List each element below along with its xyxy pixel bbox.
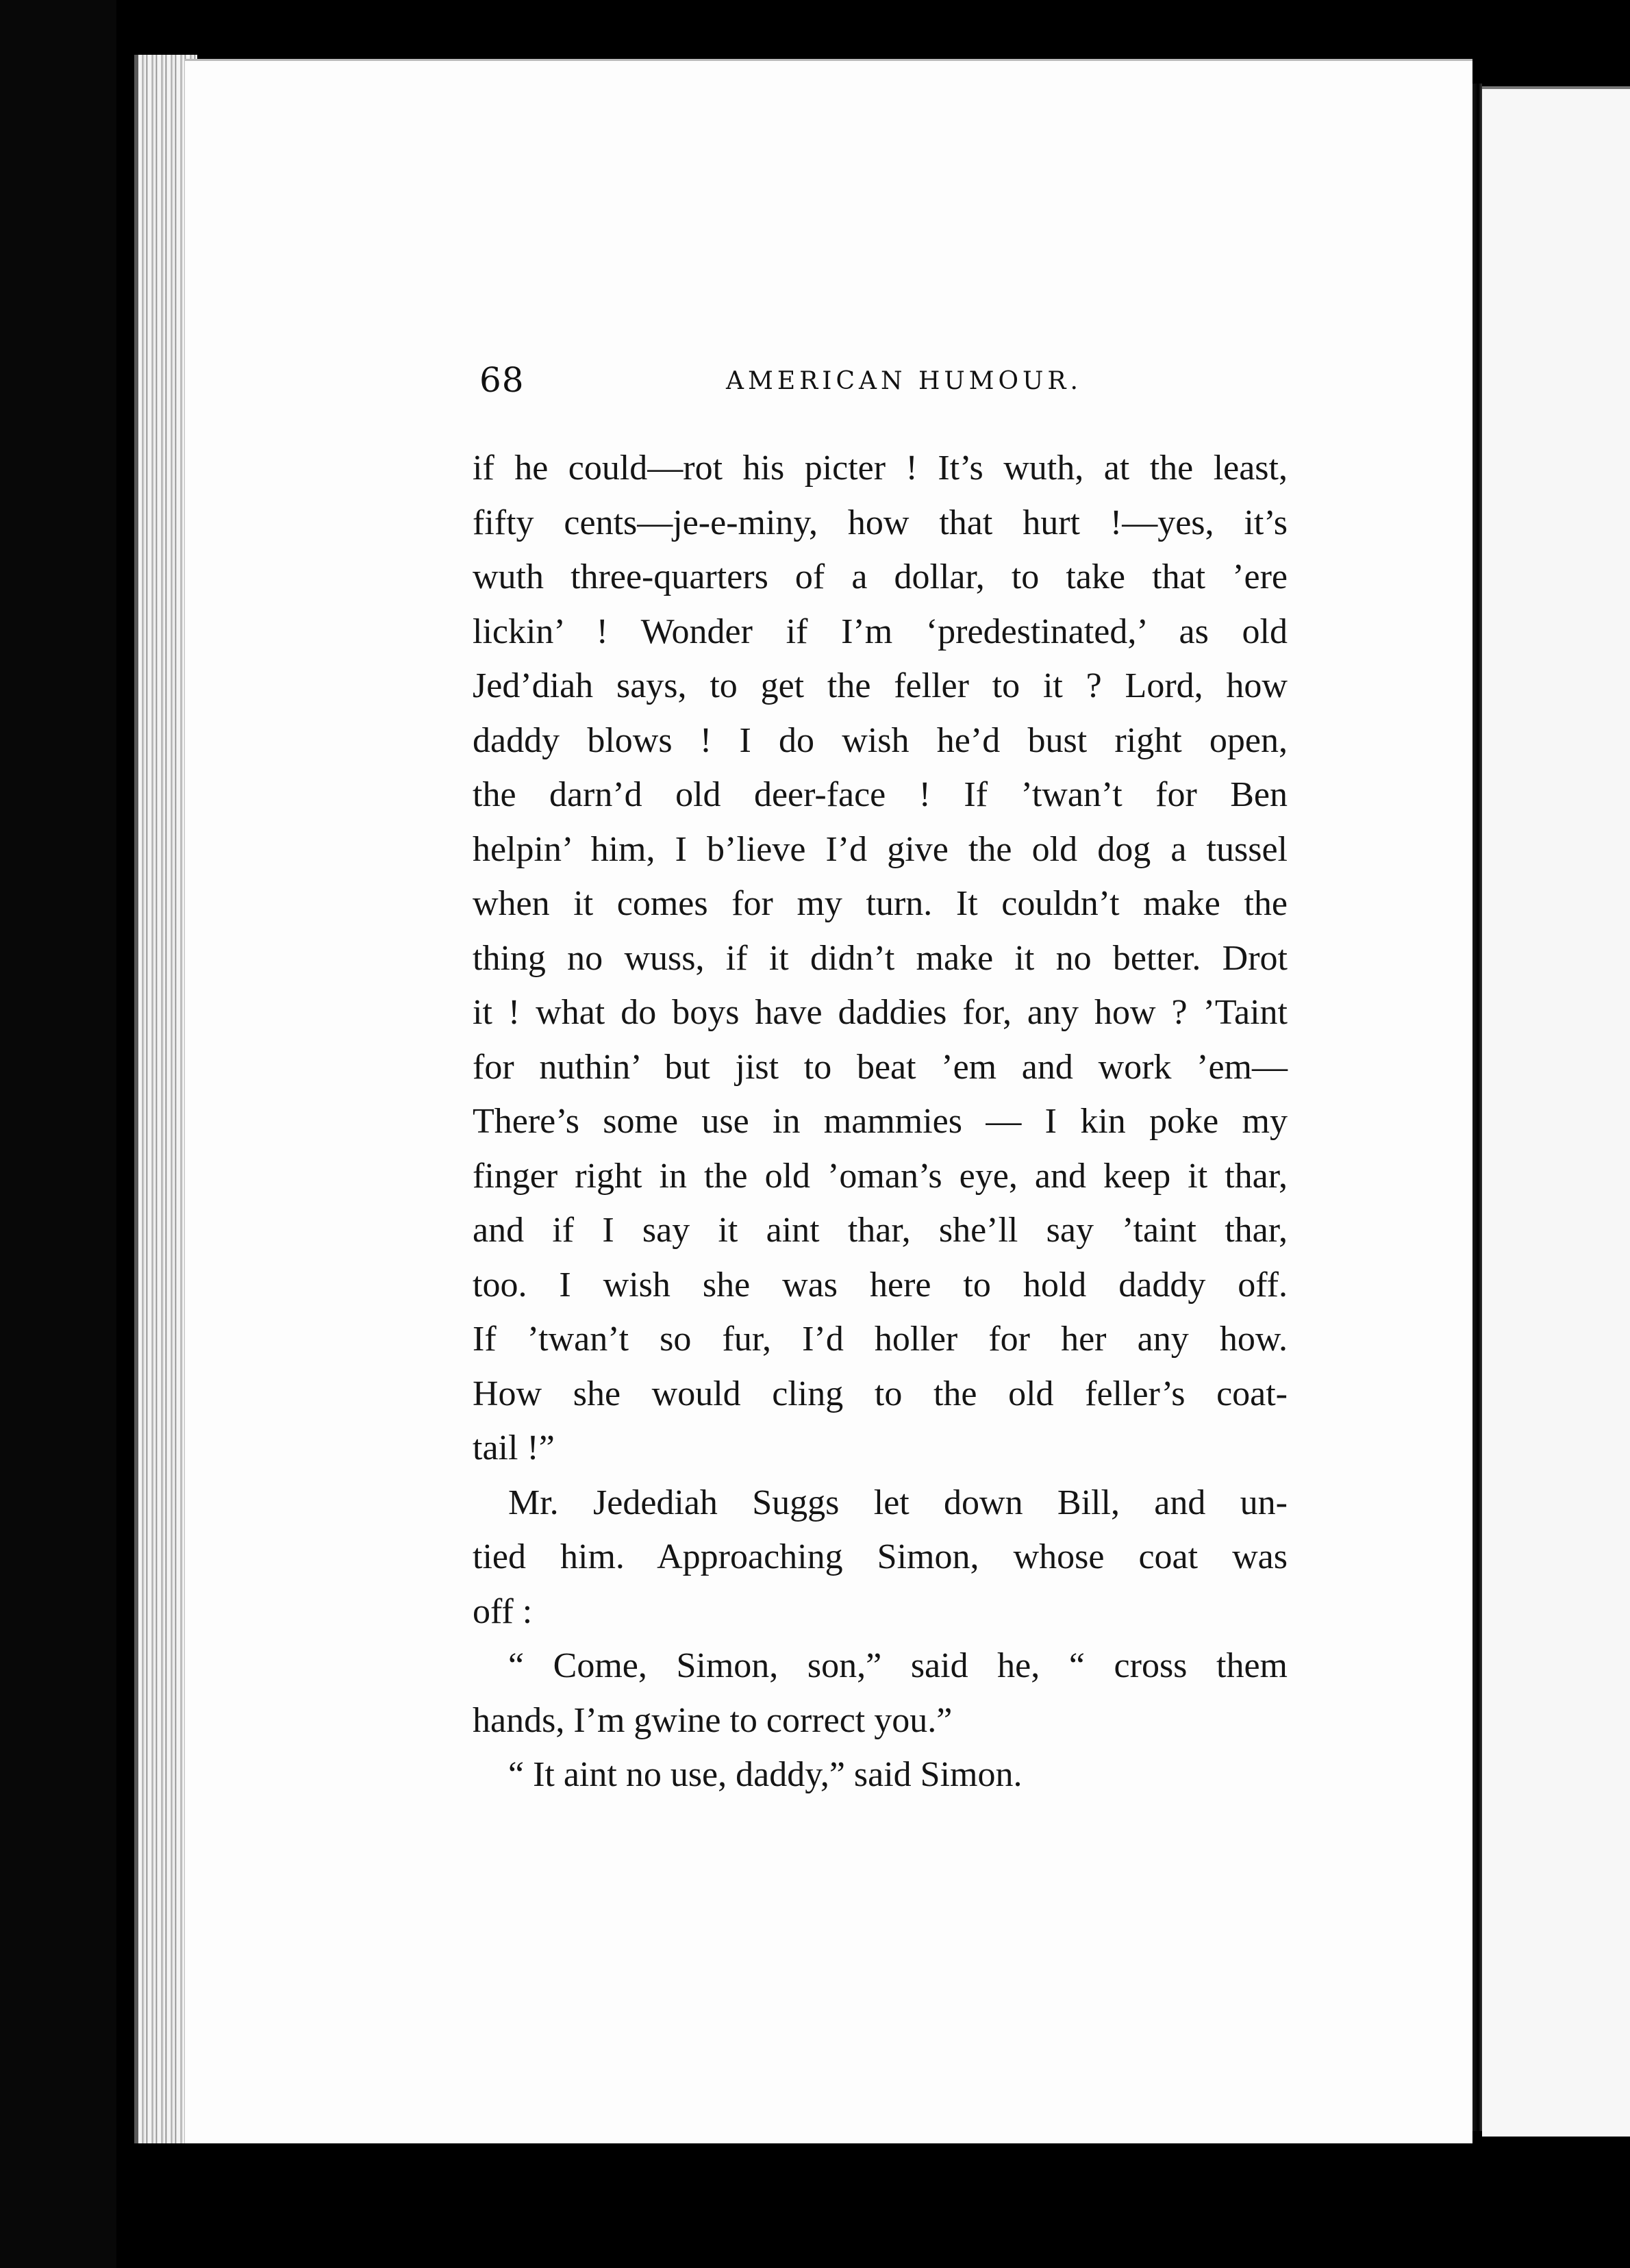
book-gutter	[1472, 84, 1482, 2131]
page-header	[479, 360, 1294, 408]
text-line: tail !”	[473, 1428, 555, 1467]
text-line: when it comes for my turn. It couldn’t make the	[473, 884, 1288, 923]
scanner-bottom-margin	[134, 2143, 1630, 2268]
text-line: Jed’diah says, to get the feller to it ? Lord, how	[473, 666, 1288, 705]
text-line: thing no wuss, if it didn’t make it no better. Drot	[473, 938, 1288, 978]
text-line: if he could—rot his picter ! It’s wuth, at the least,	[473, 449, 1288, 488]
text-line: tied him. Approaching Simon, whose coat was	[473, 1537, 1288, 1576]
text-line: hands, I’m gwine to correct you.”	[473, 1700, 953, 1740]
text-line: fifty cents—je-e-miny, how that hurt !—yes, it’s	[473, 503, 1288, 542]
page-number: 68	[479, 360, 525, 400]
text-line: “ It aint no use, daddy,” said Simon.	[508, 1755, 1023, 1794]
text-line: If ’twan’t so fur, I’d holler for her any how.	[473, 1320, 1288, 1359]
text-line: There’s some use in mammies — I kin poke my	[473, 1102, 1288, 1141]
text-line: wuth three-quarters of a dollar, to take that ’ere	[473, 557, 1288, 596]
text-line: and if I say it aint thar, she’ll say ’taint thar,	[473, 1211, 1288, 1250]
text-line: finger right in the old ’oman’s eye, and keep it thar,	[473, 1156, 1288, 1196]
text-line: too. I wish she was here to hold daddy off.	[473, 1265, 1288, 1305]
text-line: for nuthin’ but jist to beat ’em and work ’em—	[473, 1047, 1288, 1087]
scanner-left-margin	[0, 0, 116, 2268]
body-text	[473, 441, 1288, 1802]
text-line: lickin’ ! Wonder if I’m ‘predestinated,’ as old	[473, 612, 1288, 651]
running-title: AMERICAN HUMOUR.	[726, 367, 1082, 395]
text-line: the darn’d old deer-face ! If ’twan’t for Ben	[473, 775, 1288, 814]
text-line: “ Come, Simon, son,” said he, “ cross them	[508, 1646, 1288, 1685]
text-line: How she would cling to the old feller’s coat-	[473, 1374, 1288, 1413]
text-line: daddy blows ! I do wish he’d bust right open,	[473, 720, 1288, 760]
text-line: it ! what do boys have daddies for, any how ? ’Taint	[473, 993, 1288, 1032]
text-line: off :	[473, 1591, 533, 1631]
facing-page-edge	[1482, 86, 1630, 2137]
text-line: Mr. Jedediah Suggs let down Bill, and un-	[508, 1483, 1288, 1522]
text-line: helpin’ him, I b’lieve I’d give the old dog a tussel	[473, 829, 1288, 869]
